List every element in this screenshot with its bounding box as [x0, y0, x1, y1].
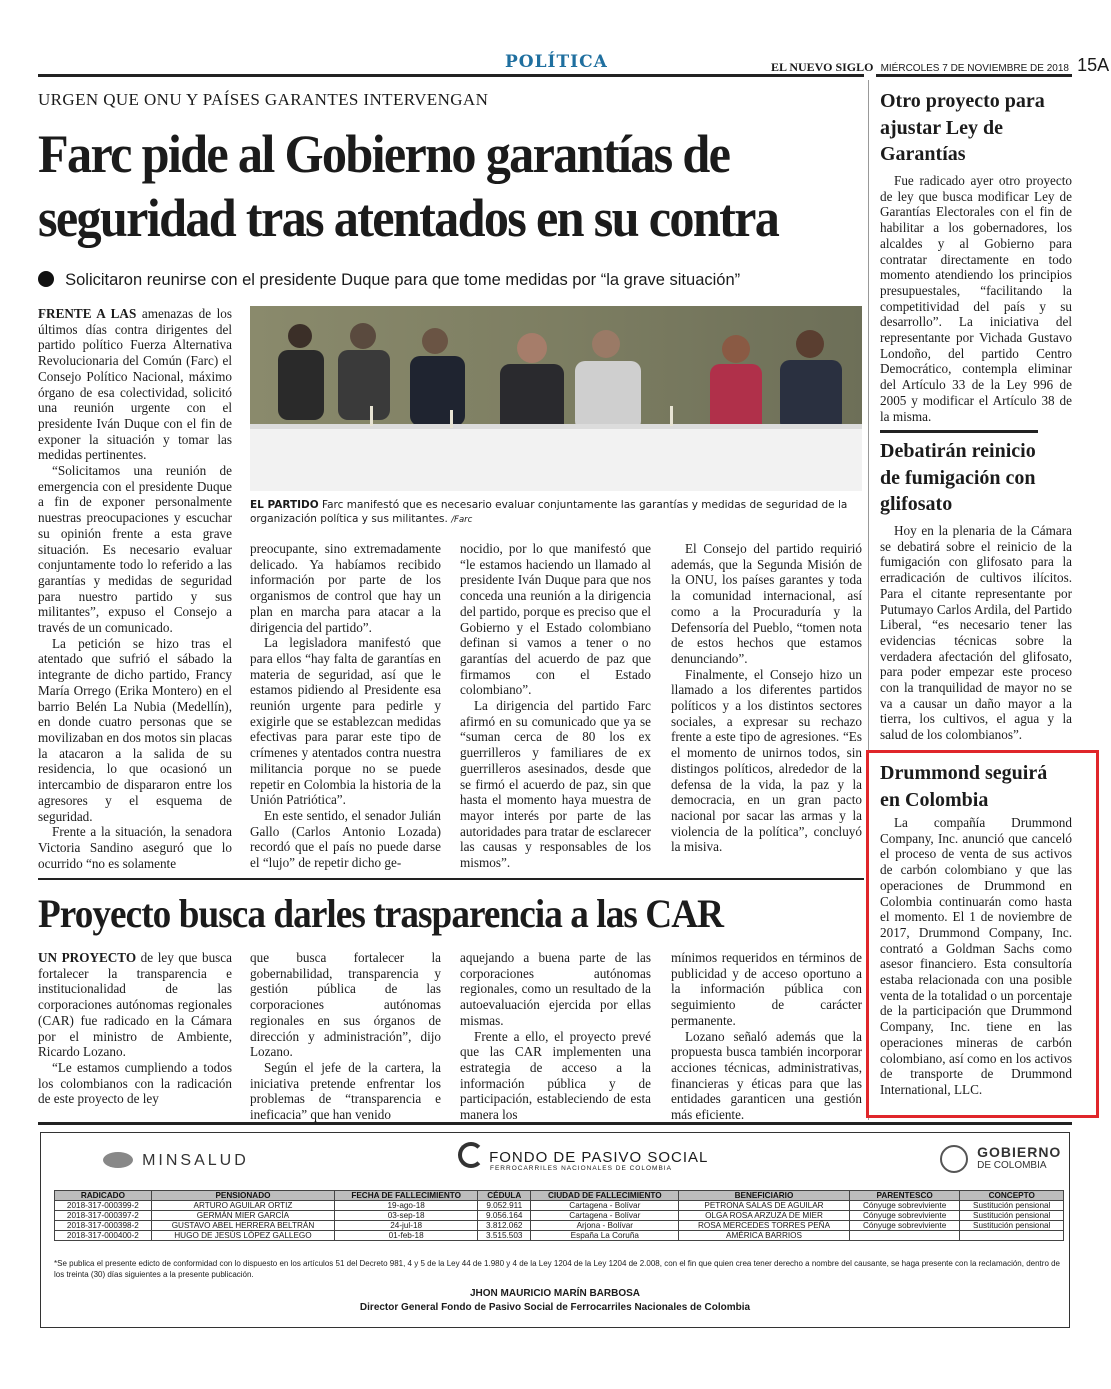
- brief-title: Drummond seguirá en Colombia: [880, 762, 1048, 811]
- table-cell: HUGO DE JESÚS LÓPEZ GALLEGO: [151, 1231, 334, 1241]
- minsalud-logo: [103, 1150, 249, 1170]
- issue-date: MIÉRCOLES 7 DE NOVIEMBRE DE 2018: [880, 63, 1069, 74]
- brief-title: Otro proyecto para ajustar Ley de Garantías: [880, 90, 1045, 165]
- lead-in: UN PROYECTO: [38, 950, 137, 965]
- table-cell: Arjona - Bolívar: [531, 1221, 679, 1231]
- table-column-header: FECHA DE FALLECIMIENTO: [335, 1191, 478, 1201]
- table-column-header: PENSIONADO: [151, 1191, 334, 1201]
- deck: [38, 270, 868, 290]
- table-cell: 2018-317-000398-2: [55, 1221, 152, 1231]
- table-cell: 24-jul-18: [335, 1221, 478, 1231]
- main-headline-line-1: Farc pide al Gobierno garantías de: [38, 124, 730, 184]
- table-cell: ROSA MERCEDES TORRES PEÑA: [679, 1221, 850, 1231]
- table-cell: 9.056.164: [478, 1211, 531, 1221]
- page-bottom-rule: [38, 1122, 1072, 1125]
- edict-table: [54, 1190, 1064, 1241]
- table-column-header: CÉDULA: [478, 1191, 531, 1201]
- edict-note: *Se publica el presente edicto de conformidad con lo dispuesto en los artículos 51 del Decreto 981, 4 y 5 de la Ley 44 de 1.980 y 4 de la Ley 1204 de la Ley 1204 de 2.008, con el fin que quien crea tener derecho a nombre del causante, se haga presente con la reclamación, dentro de los treinta (30) días siguientes a la presente publicación.: [54, 1259, 1061, 1279]
- main-headline-line-2: seguridad tras atentados en su contra: [38, 188, 779, 248]
- table-row: [55, 1211, 1064, 1221]
- masthead: [771, 55, 1109, 76]
- coat-of-arms-icon: [940, 1145, 968, 1173]
- caption-text: Farc manifestó que es necesario evaluar conjuntamente las garantías y medidas de seguridad de la organización política y sus militantes.: [250, 499, 848, 525]
- table-cell: 2018-317-000399-2: [55, 1201, 152, 1211]
- gobierno-line-1: GOBIERNO: [977, 1144, 1062, 1160]
- table-row: [55, 1201, 1064, 1211]
- table-cell: 01-feb-18: [335, 1231, 478, 1241]
- table-cell: OLGA ROSA ARZUZA DE MIER: [679, 1211, 850, 1221]
- table-cell: Cónyuge sobreviviente: [849, 1221, 960, 1231]
- second-col-2: [250, 950, 441, 1123]
- paragraph: aquejando a buena parte de las corporaciones autónomas regionales, como un resultado de la autoevaluación ejercida por ellas mismas.: [460, 950, 651, 1028]
- header-rule-right: [876, 74, 1072, 77]
- paragraph: que busca fortalecer la gobernabilidad, transparencia y gestión pública de las corporaciones autónomas regionales en sus órganos de dirección y administración”, dijo Lozano.: [250, 950, 441, 1060]
- bullet-icon: [38, 271, 54, 287]
- story-divider: [38, 878, 864, 880]
- table-cell: [960, 1231, 1064, 1241]
- paragraph: preocupante, sino extremadamente delicado. Ya habíamos recibido información por parte de los organismos de control que hay un plan en marcha para atacar a la dirigencia del partido”.: [250, 541, 441, 635]
- second-col-4: [671, 950, 862, 1123]
- fondo-emblem-icon: [458, 1142, 484, 1168]
- table-cell: [849, 1231, 960, 1241]
- second-col-1: [38, 950, 232, 1107]
- minsalud-text: MINSALUD: [142, 1152, 249, 1169]
- main-col-3: [460, 541, 651, 871]
- paragraph: “Solicitamos una reunión de emergencia con el presidente Duque a fin de exponer personalmente nuestras preocupaciones y escuchar su opinión frente a esta grave situación. Es necesario evaluar conjuntamente todo lo referido a las garantías y medidas de seguridad para nuestro partido y sus militantes”, expuso el Consejo a través de un comunicado.: [38, 463, 232, 636]
- table-cell: España La Coruña: [531, 1231, 679, 1241]
- brief-body: [880, 815, 1072, 1098]
- paragraph: amenazas de los últimos días contra dirigentes del partido político Fuerza Alternativa Revolucionaria del Común (Farc) el Consejo Político Nacional, máximo órgano de esa colectividad, solicitó una reunión urgente con el presidente Iván Duque con el fin de exponer la situación y tomar las medidas pertinentes.: [38, 306, 232, 463]
- paragraph: La petición se hizo tras el atentado que sufrió el sábado la integrante de dicho partido, Francy María Orrego (Erika Montero) en el barrio Belén La Nubia (Medellín), en donde cuatro personas que se movilizaban en dos motos sin placas la atacaron a la salida de su residencia, lo que ocasionó un intercambio de dispararon entre los agresores y el esquema de seguridad.: [38, 635, 232, 824]
- caption-lead: EL PARTIDO: [250, 499, 319, 511]
- paragraph: Frente a la situación, la senadora Victoria Sandino aseguró que lo ocurrido “no es solamente: [38, 824, 232, 871]
- paragraph: La compañía Drummond Company, Inc. anunció que canceló el proceso de venta de sus activos de carbón colombiano y que las operaciones de Drummond en Colombia continuarán como hasta el momento. El 1 de noviembre de 2017, Drummond Company, Inc. contrató a Goldman Sachs como asesor financiero. Esta consultoría estaba relacionada con una posible venta de la totalidad o un porcentaje de la participación que Drummond Company, Inc. tiene en las operaciones mineras de carbón colombiano, así como en los activos de transporte de Drummond International, LLC.: [880, 815, 1072, 1097]
- gobierno-line-2: DE COLOMBIA: [977, 1160, 1047, 1171]
- shield-icon: [103, 1152, 133, 1168]
- brief-body: [880, 523, 1072, 743]
- deck-text: Solicitaron reunirse con el presidente Duque para que tome medidas por “la grave situación”: [65, 271, 741, 289]
- table-column-header: RADICADO: [55, 1191, 152, 1201]
- table-column-header: CONCEPTO: [960, 1191, 1064, 1201]
- main-col-4: [671, 541, 862, 855]
- second-headline: Proyecto busca darles trasparencia a las CAR: [38, 891, 724, 936]
- paragraph: mínimos requeridos en términos de publicidad y de acceso oportuno a la información pública con seguimiento de carácter permanente.: [671, 950, 862, 1028]
- table-row: [55, 1231, 1064, 1241]
- brief-divider: [880, 430, 1038, 433]
- table-cell: Cónyuge sobreviviente: [849, 1201, 960, 1211]
- gobierno-logo: [940, 1145, 1061, 1173]
- table-cell: Sustitución pensional: [960, 1221, 1064, 1231]
- paragraph: Finalmente, el Consejo hizo un llamado a los diferentes partidos políticos y a los distintos sectores sociales, a expresar su rechazo frente a este tipo de agresiones. “Es el momento de unirnos todos, sin distingos políticos, alrededor de la defensa de la vida, la paz y la democracia, en un gran pacto nacional por sacar las armas y la violencia de la política”, concluyó la misiva.: [671, 666, 862, 855]
- table-cell: Cartagena - Bolívar: [531, 1211, 679, 1221]
- header-rule: [38, 74, 864, 77]
- table-cell: Sustitución pensional: [960, 1211, 1064, 1221]
- table-cell: 2018-317-000400-2: [55, 1231, 152, 1241]
- table-cell: Sustitución pensional: [960, 1201, 1064, 1211]
- fondo-subtext: FERROCARRILES NACIONALES DE COLOMBIA: [490, 1165, 672, 1172]
- main-headline: [38, 122, 810, 250]
- paragraph: Lozano señaló además que la propuesta busca también incorporar acciones técnicas, administrativas, financieras y éticas para que las entidades garanticen una gestión más eficiente.: [671, 1028, 862, 1123]
- table-cell: 03-sep-18: [335, 1211, 478, 1221]
- table-cell: 9.052.911: [478, 1201, 531, 1211]
- photo-credit: /Farc: [451, 515, 473, 525]
- table-cell: Cartagena - Bolívar: [531, 1201, 679, 1211]
- paragraph: La dirigencia del partido Farc afirmó en su comunicado que ya se “suman cerca de 80 los ex guerrilleros y familiares de ex guerrilleros asesinados, desde que se firmó el acuerdo de paz, sin que hasta el momento haya muestra de mayor interés por parte de las autoridades para tratar de esclarecer las causas y responsables de los mismos”.: [460, 698, 651, 871]
- brief-body: [880, 173, 1072, 424]
- paragraph: La legisladora manifestó que para ellos “hay falta de garantías en materia de seguridad, así que le estamos pidiendo al Presidente esa reunión urgente para pedirle y exigirle que se establezcan medidas efectivas para parar este tipo de crímenes y atentados contra nuestra militancia porque no se puede repetir en Colombia la historia de la Unión Patriótica”.: [250, 635, 441, 808]
- table-cell: PETRONA SALAS DE AGUILAR: [679, 1201, 850, 1211]
- signer-title: Director General Fondo de Pasivo Social de Ferrocarriles Nacionales de Colombia: [359, 1302, 751, 1313]
- table-cell: GUSTAVO ABEL HERRERA BELTRÁN: [151, 1221, 334, 1231]
- main-col-1: [38, 306, 232, 871]
- table-column-header: CIUDAD DE FALLECIMIENTO: [531, 1191, 679, 1201]
- table-cell: 3.812.062: [478, 1221, 531, 1231]
- paragraph: En este sentido, el senador Julián Gallo (Carlos Antonio Lozada) recordó que el país no puede darse el “lujo” de repetir dicho ge-: [250, 807, 441, 871]
- brief-title: Debatirán reinicio de fumigación con glifosato: [880, 440, 1036, 515]
- edict-table-wrap: [54, 1190, 1064, 1241]
- page-number: 15A: [1077, 55, 1110, 75]
- paragraph: Hoy en la plenaria de la Cámara se debatirá sobre el reinicio de la fumigación con glifosato para la erradicación de cultivos ilícitos. Para el citante representante por Putumayo Carlos Ardila, del Partido Liberal, “es necesario tener las evidencias técnicas sobre la verdadera afectación del glifosato, para poder empezar este proceso con la tranquilidad de mayor no se va a causar un daño mayor a la tierra, los cultivos, el agua y la salud de los colombianos”.: [880, 523, 1072, 743]
- table-column-header: BENEFICIARIO: [679, 1191, 850, 1201]
- kicker: URGEN QUE ONU Y PAÍSES GARANTES INTERVENGAN: [38, 90, 489, 109]
- table-cell: 3.515.503: [478, 1231, 531, 1241]
- paragraph: Fue radicado ayer otro proyecto de ley que busca modificar Ley de Garantías Electorales con el fin de habilitar a los gobernadores, los alcaldes y al Gobierno para contratar directamente en todo momento atendiendo los principios presupuestales, “facilitando la competitividad del país y su desarrollo”. La iniciativa del representante por Vichada Gustavo Londoño, del partido Centro Democrático, contempla eliminar del Artículo 33 de la Ley 996 de 2005 y modificar el Artículo 38 de la misma.: [880, 173, 1072, 424]
- paragraph: Frente a ello, el proyecto prevé que las CAR implementen una estrategia de acceso a la información pública y de participación, estableciendo de esta manera los: [460, 1028, 651, 1123]
- second-col-3: [460, 950, 651, 1123]
- table-cell: 2018-317-000397-2: [55, 1211, 152, 1221]
- photo-caption: [250, 498, 862, 527]
- paragraph: de ley que busca fortalecer la transparencia e institucionalidad de las corporaciones autónomas regionales (CAR) fue radicado en la Cámara por el ministro de Ambiente, Ricardo Lozano.: [38, 950, 232, 1060]
- table-cell: Cónyuge sobreviviente: [849, 1211, 960, 1221]
- table-cell: ARTURO AGUILAR ORTIZ: [151, 1201, 334, 1211]
- lead-in: FRENTE A LAS: [38, 306, 137, 321]
- paragraph: “Le estamos cumpliendo a todos los colombianos con la radicación de este proyecto de ley: [38, 1059, 232, 1107]
- news-photo: [250, 306, 862, 491]
- table-cell: 19-ago-18: [335, 1201, 478, 1211]
- paragraph: Según el jefe de la cartera, la iniciativa pretende enfrentar los problemas de “transparencia e ineficacia” que han venido: [250, 1059, 441, 1123]
- table-header-row: [55, 1191, 1064, 1201]
- table-cell: GERMÁN MIER GARCÍA: [151, 1211, 334, 1221]
- paper-name: EL NUEVO SIGLO: [771, 60, 874, 74]
- table-cell: AMÉRICA BARRIOS: [679, 1231, 850, 1241]
- section-label: POLÍTICA: [505, 52, 608, 72]
- press-conference-photo: [250, 306, 862, 491]
- signer-name: JHON MAURICIO MARÍN BARBOSA: [470, 1288, 640, 1299]
- table-column-header: PARENTESCO: [849, 1191, 960, 1201]
- paragraph: El Consejo del partido requirió además, que la Segunda Misión de la ONU, los países garantes y toda la comunidad internacional, así como a la Procuraduría y la Defensoría del Pueblo, “tomen nota de estos hechos que estamos denunciando”.: [671, 541, 862, 666]
- table-row: [55, 1221, 1064, 1231]
- main-col-2: [250, 541, 441, 871]
- paragraph: nocidio, por lo que manifestó que “le estamos haciendo un llamado al presidente Iván Duque para que nos conceda una reunión a la dirigencia del partido, porque es preciso que el Gobierno y el Estado colombiano definan si vamos a tener o no garantías del acuerdo de paz que firmamos con el Estado colombiano”.: [460, 541, 651, 698]
- fondo-text: FONDO DE PASIVO SOCIAL: [489, 1149, 709, 1166]
- fondo-logo: [458, 1142, 708, 1172]
